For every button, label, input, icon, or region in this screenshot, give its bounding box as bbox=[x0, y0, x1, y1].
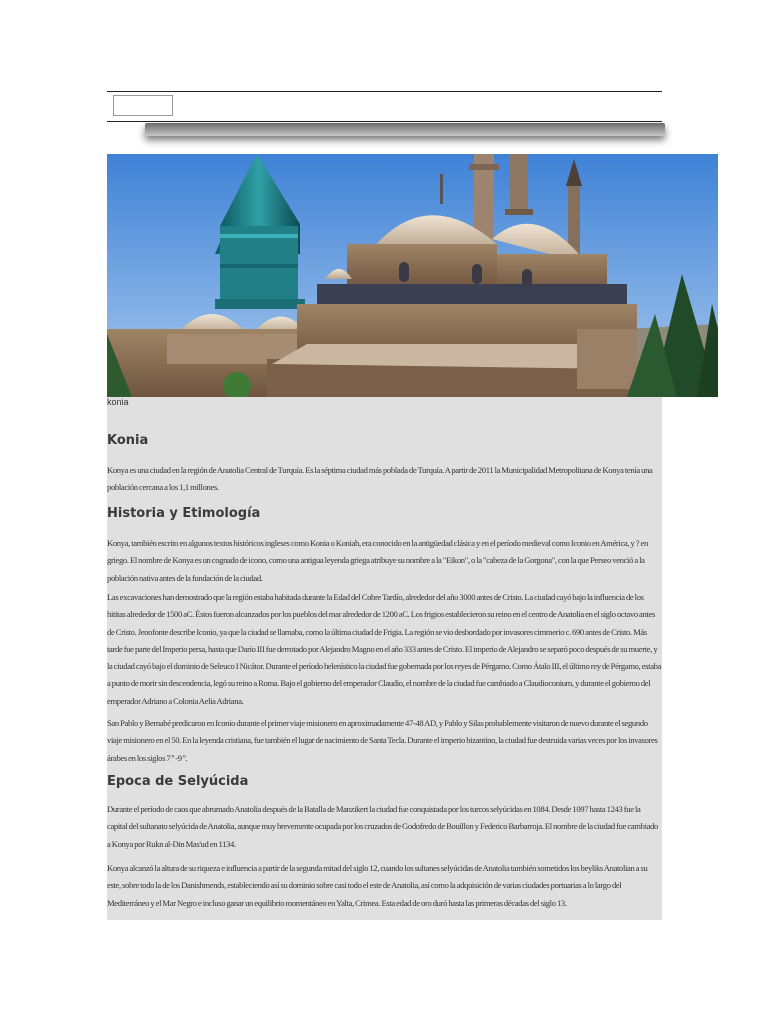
top-divider bbox=[107, 91, 662, 92]
paragraph: Durante el período de caos que abrumado Anatolia después de la Batalla de Manzikert la ciudad fue conquistada por los turcos selyúcidas en 1084. Desde 1097 hasta 1243 fue la capital del sultanato selyúcida de Anatolia, aunque muy brevemente ocupada por los cruzados de Godofredo de Bouillon y Federico Barbarroja. El nombre de la ciudad fue cambiado a Konya por Rukn al-Din Mas'ud en 1134. bbox=[107, 804, 658, 849]
header-divider bbox=[107, 121, 662, 122]
paragraph: Konya es una ciudad en la región de Anatolia Central de Turquía. Es la séptima ciudad más poblada de Turquía. A partir de 2011 la Municipalidad Metropolitana de Konya tenía una población cercana a los 1,1 millones. bbox=[107, 465, 653, 493]
photo-caption: konia bbox=[107, 397, 129, 407]
section-heading-historia: Historia y Etimología bbox=[107, 506, 261, 521]
konya-mosque-photo bbox=[107, 154, 718, 397]
section-heading-selyucida: Epoca de Selyúcida bbox=[107, 774, 249, 789]
paragraph: Las excavaciones han demostrado que la región estaba habitada durante la Edad del Cobre Tardío, alrededor del año 3000 antes de Cristo. La ciudad cayó bajo la influencia de los hititas alrededor de 1500 aC. Éstos fueron alcanzados por los pueblos del mar alrededor de 1200 aC. Los frigios establecieron su reino en el centro de Anatolia en el siglo octavo antes de Cristo. Jenofonte describe Iconio, ya que la ciudad se llamaba, como la última ciudad de Frigia. La región se vio desbordado por invasores cimmerio c. 690 antes de Cristo. Más tarde fue parte del Imperio persa, hasta que Darío III fue derrotado por Alejandro Magno en el año 333 antes de Cristo. El imperio de Alejandro se separó poco después de su muerte, y la ciudad cayó bajo el dominio de Seleuco I Nicátor. Durante el período helenístico la ciudad fue gobernada por los reyes de Pérgamo. Como Átalo III, el último rey de Pérgamo, estaba a punto de morir sin descendencia, legó su reino a Roma. Bajo el gobierno del emperador Claudio, el nombre de la ciudad fue cambiado a Claudioconium, y durante el gobierno del emperador Adriano a Colonia Aelia Adriana. bbox=[107, 592, 662, 706]
header-shadow-bar bbox=[145, 123, 665, 136]
paragraph: Konya alcanzó la altura de su riqueza e influencia a partir de la segunda mitad del siglo 12, cuando los sultanes selyúcidas de Anatolia también sometidos los beyliks Anatolian a su este, sobre todo la de los Danishmends, estableciendo así su dominio sobre casi todo el este de Anatolia, así como la adquisición de varias ciudades portuarias a lo largo del Mediterráneo y el Mar Negro e incluso ganar un equilibrio momentáneo en Yalta, Crimea. Esta edad de oro duró hasta las primeras décadas del siglo 13. bbox=[107, 863, 648, 908]
header-input-box[interactable] bbox=[113, 95, 173, 116]
paragraph: San Pablo y Bernabé predicaron en Iconio durante el primer viaje misionero en aproximadamente 47-48 AD, y Pablo y Silas probablemente visitaron de nuevo durante el segundo viaje misionero en el 50. En la leyenda cristiana, fue también el lugar de nacimiento de Santa Tecla. Durante el imperio bizantino, la ciudad fue destruida varias veces por los invasores árabes en los siglos 7 º -9 º. bbox=[107, 718, 658, 763]
section-heading-konia: Konia bbox=[107, 433, 149, 448]
paragraph: Konya, también escrito en algunos textos históricos ingleses como Konia o Koniah, era conocido en la antigüedad clásica y en el período medieval como Iconio en América, y ? en griego. El nombre de Konya es un cognado de icono, como una antigua leyenda griega atribuye su nombre a la "Eikon", o la "cabeza de la Gorgona", con la que Perseo venció a la población nativa antes de la fundación de la ciudad. bbox=[107, 538, 648, 583]
